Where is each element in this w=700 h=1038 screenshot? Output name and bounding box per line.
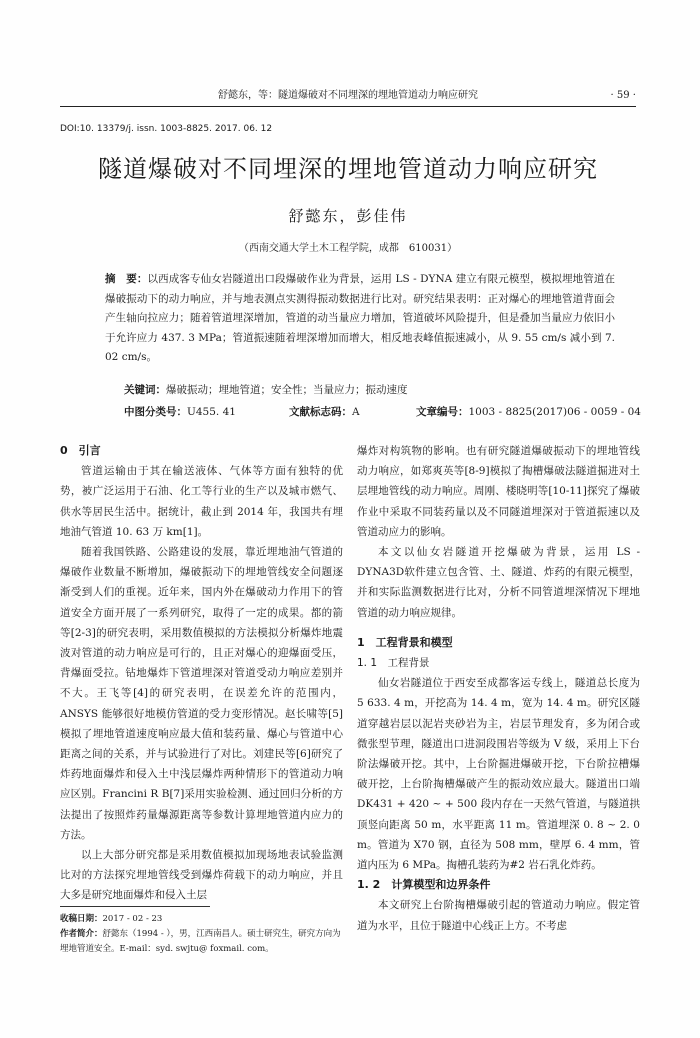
bio-text: 舒懿东（1994 - ），男，江西南昌人。硕士研究生，研究方向为埋地管道安全。E-mail：syd. swjtu@ foxmail. com。	[60, 929, 341, 954]
clc-code	[124, 404, 236, 419]
keywords-text: 爆破振动；埋地管道；安全性；当量应力；振动速度	[166, 384, 408, 396]
right-column	[357, 441, 640, 936]
footnote	[60, 912, 343, 957]
intro-paragraph-1: 管道运输由于其在输送液体、气体等方面有独特的优势，被广泛运用于石油、化工等行业的生产以及城市燃气、供水等居民生活中。据统计，截止到 2014 年，我国共有埋地油气管道 10. 63 万 km[1]。	[60, 465, 343, 538]
abstract-label: 摘 要：	[105, 273, 148, 285]
bio-label: 作者简介：	[60, 929, 103, 939]
article-number	[416, 404, 641, 419]
doc-code	[289, 404, 360, 419]
authors: 舒懿东，彭佳伟	[288, 207, 408, 225]
section-0-heading: 0 引言	[60, 444, 101, 457]
running-header	[60, 88, 636, 104]
paper-title: 隧道爆破对不同埋深的埋地管道动力响应研究	[98, 155, 598, 183]
left-column	[60, 441, 343, 906]
article-no-label: 文章编号：	[416, 406, 469, 418]
header-rule	[60, 106, 636, 107]
running-title: 舒懿东，等：隧道爆破对不同埋深的埋地管道动力响应研究	[218, 90, 478, 101]
doc-code-label: 文献标志码：	[289, 406, 352, 418]
article-no-value: 1003 - 8825(2017)06 - 0059 - 04	[468, 406, 641, 418]
intro-paragraph-3: 以上大部分研究都是采用数值模拟加现场地表试验监测比对的方法探究埋地管线受到爆炸荷载下的动力响应，并且大多是研究地面爆炸和侵入土层	[60, 849, 343, 902]
background-paragraph: 仙女岩隧道位于西安至成都客运专线上，隧道总长度为 5 633. 4 m，开挖高为 14. 4 m，宽为 14. 4 m。研究区隧道穿越岩层以泥岩夹砂岩为主，岩层节理发育，多为闭合或微张型节理，隧道出口进洞段围岩等级为 V 级，采用上下台阶法爆破开挖。其中，上台阶掘进爆破开挖，下台阶拉槽爆破开挖，上台阶掏槽爆破产生的振动效应最大。隧道出口端 DK431 + 420 ~ + 500 段内存在一天然气管道，与隧道拱顶竖向距离 50 m，水平距离 11 m。管道埋深 0. 8 ~ 2. 0 m。管道为 X70 钢，直径为 508 mm，壁厚 6. 4 mm，管道内压为 6 MPa。掏槽孔装药为#2 岩石乳化炸药。	[357, 677, 640, 872]
author-bio	[60, 927, 343, 957]
received-date	[60, 912, 343, 927]
subsection-1-2-heading: 1. 2 计算模型和边界条件	[357, 878, 491, 892]
intro-paragraph-3-continued: 爆炸对构筑物的影响。也有研究隧道爆破振动下的埋地管线动力响应，如郑爽英等[8-9]模拟了掏槽爆破法隧道掘进对土层埋地管线的动力响应。周刚、楼晓明等[10-11]探究了爆破作业中采取不同装药量以及不同隧道埋深对于管道振速以及管道动应力的影响。	[357, 445, 640, 538]
doi: DOI:10. 13379/j. issn. 1003-8825. 2017. 06. 12	[60, 124, 273, 134]
intro-paragraph-4: 本文以仙女岩隧道开挖爆破为背景，运用 LS - DYNA3D软件建立包含管、土、隧道、炸药的有限元模型，并和实际监测数据进行比对，分析不同管道埋深情况下埋地管道的动力响应规律。	[357, 546, 640, 619]
abstract	[105, 270, 615, 368]
keywords	[124, 382, 408, 397]
affiliation: （西南交通大学土木工程学院，成都 610031）	[238, 243, 458, 254]
clc-value: U455. 41	[187, 406, 236, 418]
keywords-label: 关键词：	[124, 384, 166, 396]
model-paragraph: 本文研究上台阶掏槽爆破引起的管道动力响应。假定管道为水平，且位于隧道中心线正上方。不考虑	[357, 899, 640, 932]
footnote-rule	[60, 906, 210, 907]
abstract-text: 以西成客专仙女岩隧道出口段爆破作业为背景，运用 LS - DYNA 建立有限元模型，模拟埋地管道在爆破振动下的动力响应，并与地表测点实测得振动数据进行比对。研究结果表明：正对爆心的埋地管道背面会产生轴向拉应力；随着管道埋深增加，管道的动当量应力增加，管道破坏风险提升，但是叠加当量应力依旧小于允许应力 437. 3 MPa；管道振速随着埋深增加而增大，相反地表峰值振速减小，从 9. 55 cm/s 减小到 7. 02 cm/s。	[105, 273, 616, 363]
clc-label: 中图分类号：	[124, 406, 187, 418]
subsection-1-1-heading: 1. 1 工程背景	[357, 657, 430, 670]
received-value: 2017 - 02 - 23	[102, 914, 163, 924]
page-number: · 59 ·	[610, 90, 636, 101]
intro-paragraph-2: 随着我国铁路、公路建设的发展，靠近埋地油气管道的爆破作业数量不断增加，爆破振动下的埋地管线安全问题逐渐受到人们的重视。近年来，国内外在爆破动力作用下的管道安全方面开展了一系列研究，取得了一定的成果。都的箭等[2-3]的研究表明，采用数值模拟的方法模拟分析爆炸地震波对管道的动力响应是可行的，且正对爆心的迎爆面受压，背爆面受拉。钻地爆炸下管道埋深对管道受动力响应差别并不大。王飞等[4]的研究表明，在误差允许的范围内，ANSYS 能够很好地模仿管道的受力变形情况。赵长啸等[5]模拟了埋地管道速度响应最大值和装药量、爆心与管道中心距离之间的关系，并与试验进行了对比。刘建民等[6]研究了炸药地面爆炸和侵入土中浅层爆炸两种情形下的管道动力响应区别。Francini R B[7]采用实验检测、通过回归分析的方法提出了按照炸药量爆源距离等参数计算埋地管道内应力的方法。	[60, 546, 343, 841]
doc-code-value: A	[352, 406, 360, 418]
received-label: 收稿日期：	[60, 914, 103, 924]
section-1-heading: 1 工程背景和模型	[357, 635, 453, 649]
